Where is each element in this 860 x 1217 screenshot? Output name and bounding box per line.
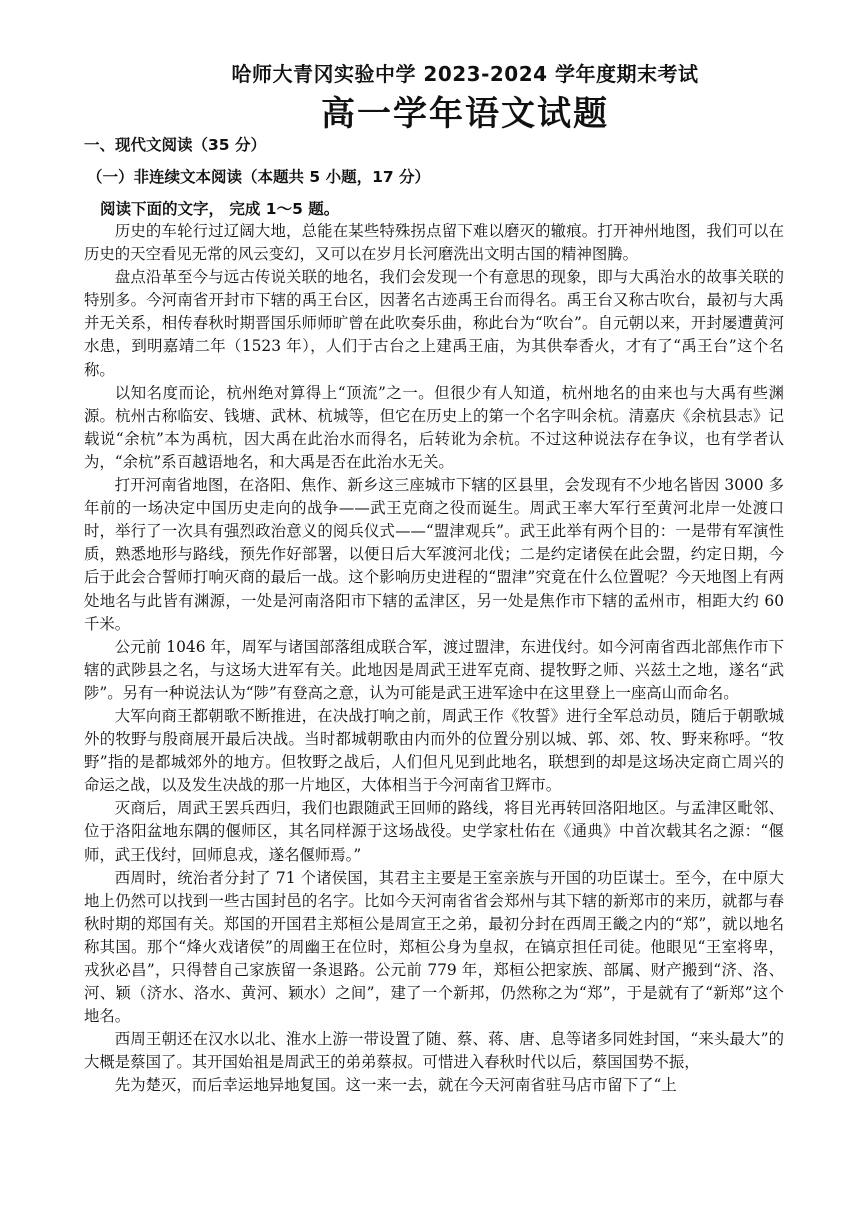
reading-passage: [84, 220, 784, 1098]
passage-paragraph: 先为楚灭，而后幸运地异地复国。这一来一去，就在今天河南省驻马店市留下了“上: [114, 1076, 677, 1095]
passage-paragraph: 西周王朝还在汉水以北、淮水上游一带设置了随、蔡、蒋、唐、息等诸多同姓封国，“来头最大”的大概是蔡国了。其开国始祖是周武王的弟弟蔡叔。可惜进入春秋时代以后，蔡国国势不振，: [84, 1030, 784, 1072]
passage-paragraph: 打开河南省地图，在洛阳、焦作、新乡这三座城市下辖的区县里，会发现有不少地名皆因 3000 多年前的一场决定中国历史走向的战争——武王克商之役而诞生。周武王率大军行至黄河北岸一处渡口时，举行了一次具有强烈政治意义的阅兵仪式——“盟津观兵”。武王此举有两个目的：一是带有军演性质，熟悉地形与路线，预先作好部署，以便日后大军渡河北伐；二是约定诸侯在此会盟，约定日期，今后于此会合誓师打响灭商的最后一战。这个影响历史进程的“盟津”究竟在什么位置呢？今天地图上有两处地名与此皆有渊源，一处是河南洛阳市下辖的孟津区，另一处是焦作市下辖的孟州市，相距大约 60 千米。: [84, 476, 784, 633]
subsection-heading: （一）非连续文本阅读（本题共 5 小题，17 分）: [87, 168, 431, 186]
passage-paragraph: 灭商后，周武王罢兵西归，我们也跟随武王回师的路线，将目光再转回洛阳地区。与孟津区毗邻、位于洛阳盆地东隅的偃师区，其名同样源于这场战役。史学家杜佑在《通典》中首次载其名之源：“偃师，武王伐纣，回师息戎，遂名偃师焉。”: [84, 799, 784, 864]
passage-paragraph: 以知名度而论，杭州绝对算得上“顶流”之一。但很少有人知道，杭州地名的由来也与大禹有些渊源。杭州古称临安、钱塘、武林、杭城等，但它在历史上的第一个名字叫余杭。清嘉庆《余杭县志》记载说“余杭”本为禹杭，因大禹在此治水而得名，后转讹为余杭。不过这种说法存在争议，也有学者认为，“余杭”系百越语地名，和大禹是否在此治水无关。: [84, 383, 784, 471]
passage-paragraph: 历史的车轮行过辽阔大地，总能在某些特殊拐点留下难以磨灭的辙痕。打开神州地图，我们可以在历史的天空看见无常的风云变幻，又可以在岁月长河磨洗出文明古国的精神图腾。: [84, 222, 784, 264]
school-exam-title: 哈师大青冈实验中学 2023-2024 学年度期末考试: [231, 62, 699, 86]
section-heading: 一、现代文阅读（35 分）: [84, 136, 266, 154]
passage-paragraph: 公元前 1046 年，周军与诸国部落组成联合军，渡过盟津，东进伐纣。如今河南省西北部焦作市下辖的武陟县之名，与这场大进军有关。此地因是周武王进军克商、提牧野之师、兴兹土之地，遂名“武陟”。另有一种说法认为“陟”有登高之意，认为可能是武王进军途中在这里登上一座高山而命名。: [84, 637, 784, 702]
passage-paragraph: 盘点沿革至今与远古传说关联的地名，我们会发现一个有意思的现象，即与大禹治水的故事关联的特别多。今河南省开封市下辖的禹王台区，因著名古迹禹王台而得名。禹王台又称古吹台，最初与大禹并无关系，相传春秋时期晋国乐师师旷曾在此吹奏乐曲，称此台为“吹台”。自元朝以来，开封屡遭黄河水患，到明嘉靖二年（1523 年），人们于古台之上建禹王庙，为其供奉香火，才有了“禹王台”这个名称。: [84, 268, 784, 379]
reading-instruction: 阅读下面的文字， 完成 1～5 题。: [100, 200, 340, 218]
passage-paragraph: 大军向商王都朝歌不断推进，在决战打响之前，周武王作《牧誓》进行全军总动员，随后于朝歌城外的牧野与殷商展开最后决战。当时都城朝歌由内而外的位置分别以城、郭、郊、牧、野来称呼。“牧野”指的是都城郊外的地方。但牧野之战后，人们但凡见到此地名，联想到的却是这场决定商亡周兴的命运之战，以及发生决战的那一片地区，大体相当于今河南省卫辉市。: [84, 706, 784, 795]
paper-title: 高一学年语文试题: [321, 94, 609, 134]
passage-paragraph: 西周时，统治者分封了 71 个诸侯国，其君主主要是王室亲族与开国的功臣谋士。至今，在中原大地上仍然可以找到一些古国封邑的名字。比如今天河南省省会郑州与其下辖的新郑市的来历，就都与春秋时期的郑国有关。郑国的开国君主郑桓公是周宣王之弟，最初分封在西周王畿之内的“郑”，就以地名称其国。那个“烽火戏诸侯”的周幽王在位时，郑桓公身为皇叔，在镐京担任司徒。他眼见“王室将卑，戎狄必昌”，只得替自己家族留一条退路。公元前 779 年，郑桓公把家族、部属、财产搬到“济、洛、河、颖（济水、洛水、黄河、颖水）之间”，建了一个新邦，仍然称之为“郑”，于是就有了“新郑”这个地名。: [84, 868, 784, 1026]
